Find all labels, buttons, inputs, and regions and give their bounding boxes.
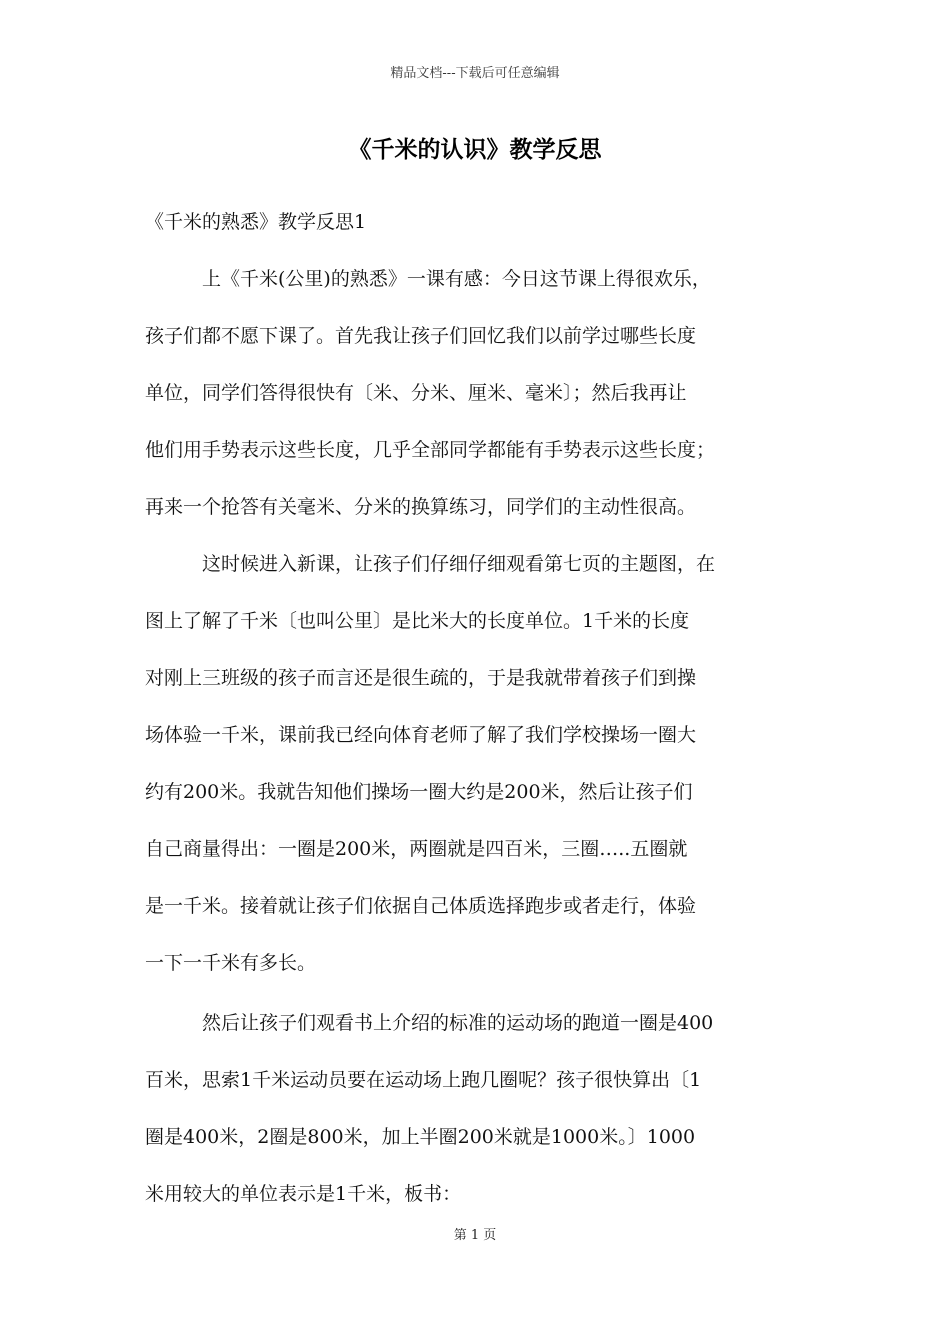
paragraph-1 [145,262,817,547]
paragraph-3 [145,1006,817,1234]
paragraph-line: 米用较大的单位表示是1千米，板书： [145,1183,462,1205]
page-number: 第 1 页 [453,1228,497,1243]
document-title: 《千米的认识》教学反思 [348,136,602,163]
paragraph-line: 一下一千米有多长。 [145,952,317,974]
paragraph-line: 图上了解了千米〔也叫公里〕是比米大的长度单位。1千米的长度 [145,610,690,632]
paragraph-line: 孩子们都不愿下课了。首先我让孩子们回忆我们以前学过哪些长度 [145,325,697,347]
paragraph-line: 这时候进入新课，让孩子们仔细仔细观看第七页的主题图，在 [202,553,716,575]
paragraph-line: 百米，思索1千米运动员要在运动场上跑几圈呢？孩子很快算出〔1 [145,1069,702,1091]
page-header: 精品文档---下载后可任意编辑 [390,66,560,81]
section-heading: 《千米的熟悉》教学反思1 [145,211,367,233]
paragraph-2 [145,547,817,1003]
paragraph-line: 是一千米。接着就让孩子们依据自己体质选择跑步或者走行，体验 [145,895,697,917]
paragraph-line: 再来一个抢答有关毫米、分米的换算练习，同学们的主动性很高。 [145,496,697,518]
paragraph-line: 上《千米(公里)的熟悉》一课有感：今日这节课上得很欢乐， [202,268,711,290]
paragraph-line: 单位，同学们答得很快有〔米、分米、厘米、毫米〕；然后我再让 [145,382,687,404]
paragraph-line: 圈是400米，2圈是800米，加上半圈200米就是1000米。〕1000 [145,1126,696,1148]
paragraph-line: 对刚上三班级的孩子而言还是很生疏的，于是我就带着孩子们到操 [145,667,697,689]
paragraph-line: 场体验一千米，课前我已经向体育老师了解了我们学校操场一圈大 [145,724,697,746]
paragraph-line: 他们用手势表示这些长度，几乎全部同学都能有手势表示这些长度； [145,439,716,461]
paragraph-line: 自己商量得出：一圈是200米，两圈就是四百米，三圈…..五圈就 [145,838,688,860]
paragraph-line: 约有200米。我就告知他们操场一圈大约是200米，然后让孩子们 [145,781,693,803]
paragraph-line: 然后让孩子们观看书上介绍的标准的运动场的跑道一圈是400 [202,1012,714,1034]
